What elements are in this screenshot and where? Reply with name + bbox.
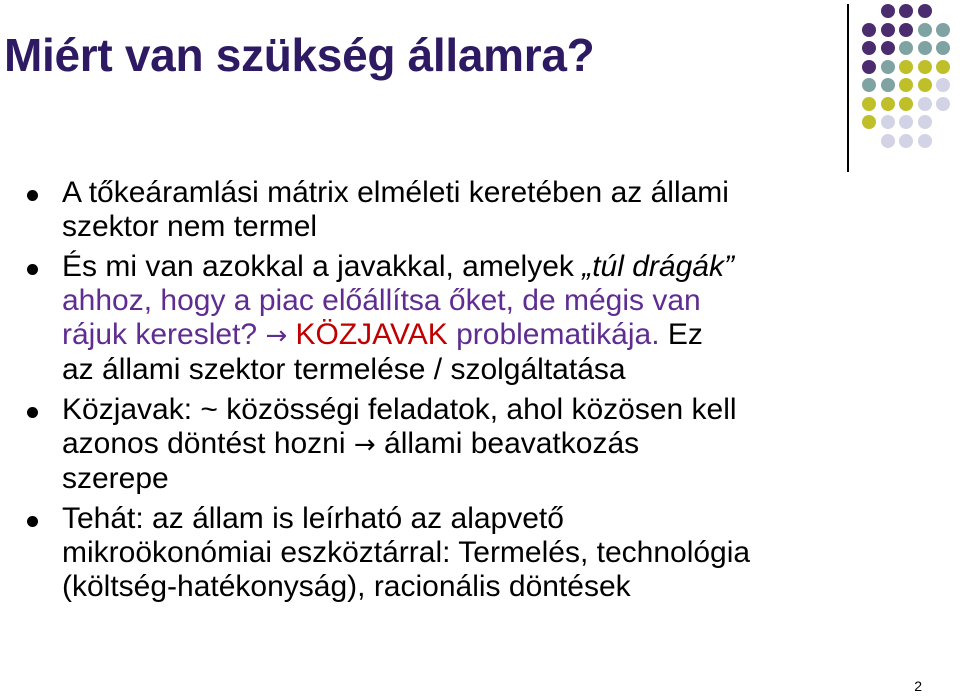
text-segment: ahhoz, hogy a piac előállítsa őket, de mégis van: [62, 284, 701, 317]
text-segment: problematikája.: [447, 318, 660, 351]
text-segment: És mi van azokkal a javakkal, amelyek: [62, 250, 583, 283]
decorative-dot: [918, 115, 932, 129]
text-segment: Tehát: az állam is leírható az alapvető: [62, 502, 564, 535]
decorative-dot: [881, 23, 895, 37]
decorative-dot: [899, 41, 913, 55]
bullet-line: [62, 536, 947, 570]
text-segment: szektor nem termel: [62, 210, 318, 243]
bullet-dot-icon: [27, 407, 38, 418]
decorative-dot: [881, 41, 895, 55]
bullet-line: [62, 284, 947, 318]
divider-line: [847, 4, 849, 172]
decorative-dot: [936, 41, 950, 55]
bullet-line: [62, 250, 947, 284]
text-segment: →: [265, 321, 296, 351]
bullet-line: [62, 570, 947, 604]
decorative-dot: [918, 78, 932, 92]
text-segment: állami beavatkozás: [375, 427, 640, 460]
decorative-dot: [899, 23, 913, 37]
decorative-dot: [918, 60, 932, 74]
decorative-dot: [881, 115, 895, 129]
text-segment: A tőkeáramlási mátrix elméleti keretében az állami: [62, 176, 729, 209]
decorative-dot: [862, 97, 876, 111]
decorative-dot: [899, 115, 913, 129]
decorative-dot: [936, 78, 950, 92]
text-segment: (költség-hatékonyság), racionális döntések: [62, 570, 631, 603]
bullet-dot-icon: [27, 516, 38, 527]
bullet-line: [62, 176, 947, 210]
text-segment: azonos döntést hozni: [62, 427, 354, 460]
decorative-dot: [862, 60, 876, 74]
decorative-dot: [881, 134, 895, 148]
bullet-dot-icon: [27, 264, 38, 275]
decorative-dot: [899, 97, 913, 111]
bullet-list: [22, 176, 947, 610]
decorative-dot: [918, 4, 932, 18]
bullet-line: [62, 502, 947, 536]
bullet-line: [62, 318, 947, 353]
decorative-dot: [862, 115, 876, 129]
text-segment: szerepe: [62, 462, 169, 495]
bullet-line: [62, 462, 947, 496]
bullet-dot-icon: [27, 190, 38, 201]
bullet-line: [62, 393, 947, 427]
decorative-dot: [881, 4, 895, 18]
bullet-line: [62, 210, 947, 244]
decorative-dot: [862, 78, 876, 92]
decorative-dot: [881, 97, 895, 111]
page-number: 2: [914, 678, 922, 694]
text-segment: rájuk kereslet?: [62, 318, 266, 351]
decorative-dot: [881, 60, 895, 74]
bullet-item: [22, 176, 947, 244]
decorative-dot: [936, 97, 950, 111]
decorative-dot: [862, 23, 876, 37]
bullet-line: [62, 427, 947, 462]
decorative-dot: [936, 60, 950, 74]
decorative-dot: [899, 134, 913, 148]
decorative-dot: [862, 41, 876, 55]
slide-title: Miért van szükség államra?: [4, 29, 595, 81]
text-segment: Közjavak: ~ közösségi feladatok, ahol közösen kell: [62, 393, 737, 426]
decorative-dot: [899, 60, 913, 74]
decorative-dot: [899, 78, 913, 92]
bullet-item: [22, 250, 947, 387]
decorative-dot: [881, 78, 895, 92]
bullet-line: [62, 353, 947, 387]
text-segment: „túl drágák”: [582, 250, 734, 283]
decorative-dot: [918, 41, 932, 55]
text-segment: mikroökonómiai eszköztárral: Termelés, technológia: [62, 536, 751, 569]
decorative-dot: [899, 4, 913, 18]
bullet-item: [22, 502, 947, 604]
decorative-dot: [936, 23, 950, 37]
decorative-dot: [918, 23, 932, 37]
text-segment: Ez: [659, 318, 703, 351]
text-segment: KÖZJAVAK: [295, 318, 448, 351]
decorative-dot: [918, 134, 932, 148]
decorative-dot: [918, 97, 932, 111]
bullet-item: [22, 393, 947, 496]
text-segment: →: [353, 430, 376, 460]
text-segment: az állami szektor termelése / szolgáltatása: [62, 353, 626, 386]
